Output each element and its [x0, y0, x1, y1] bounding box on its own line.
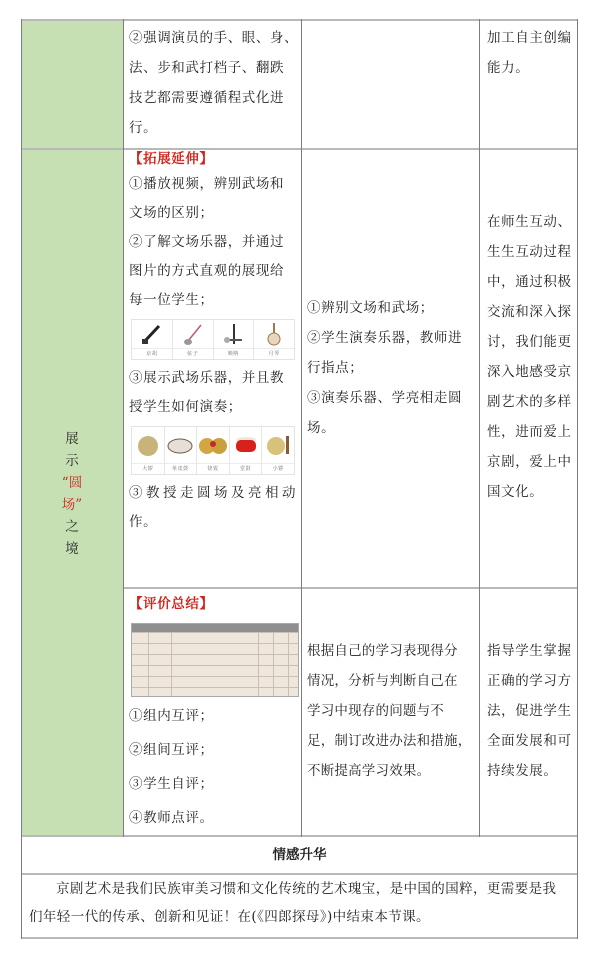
instrument-xiaoluo: 小锣 [262, 427, 294, 474]
sublimation-title: 情感升华 [272, 847, 327, 863]
text-line: 剧艺术的多样 [487, 394, 572, 410]
row-divider [21, 19, 578, 21]
text-line: 根据自己的学习表现得分 [307, 643, 458, 659]
column-divider [301, 19, 302, 837]
text-line: 技艺都需要遵循程式化进 [129, 90, 285, 106]
text-line: ①辨别文场和武场； [307, 300, 434, 316]
text-line: 作。 [129, 514, 158, 530]
text-line: 讨，我们能更 [487, 334, 572, 350]
text-line: 图片的方式直观的展现给 [129, 263, 285, 279]
row-divider [21, 835, 578, 837]
extension-teaching-content [129, 148, 301, 537]
text-line: ①播放视频，辨别武场和 [129, 176, 285, 192]
instrument-yueqin: 月琴 [254, 320, 294, 359]
text-line: 授学生如何演奏； [129, 399, 242, 415]
sublimation-line: 京剧艺术是我们民族审美习惯和文化传统的艺术瑰宝，是中国的国粹，更需要是我 [56, 881, 557, 897]
text-line: 不断提高学习效果。 [307, 763, 431, 779]
stage-label-char: 境 [65, 541, 79, 557]
text-line: ①组内互评； [129, 708, 214, 724]
text-line: 深入地感受京 [487, 364, 572, 380]
text-line: 文场的区别； [129, 205, 214, 221]
instrument-danpigu: 单皮鼓 [165, 427, 198, 474]
daluo-icon [135, 432, 161, 458]
stage-label [21, 428, 123, 560]
evaluation-heading: 【评价总结】 [129, 596, 214, 612]
text-line: 法、步和武打档子、翻跌 [129, 60, 285, 76]
text-line: 生生互动过程 [487, 244, 572, 260]
text-line: 每一位学生； [129, 292, 214, 308]
xiaoluo-icon [265, 432, 291, 458]
text-line: 加工自主创编 [487, 30, 572, 46]
text-line: 行指点； [307, 360, 364, 376]
extension-heading: 【拓展延伸】 [129, 151, 214, 167]
sublimation-text [29, 875, 574, 931]
text-line: 国文化。 [487, 484, 544, 500]
instrument-tanggu: 堂鼓 [230, 427, 263, 474]
row-divider [123, 587, 578, 589]
text-line: ②学生演奏乐器，教师进 [307, 330, 463, 346]
column-divider [21, 19, 22, 939]
text-line: ③演奏乐器、学亮相走圆 [307, 390, 463, 406]
instrument-jinghu: 京胡 [132, 320, 173, 359]
wenchang-instruments-image [131, 319, 295, 360]
row-divider [21, 937, 578, 939]
instrument-naobo: 铙钹 [197, 427, 230, 474]
danpigu-icon [166, 432, 194, 458]
tanggu-icon [233, 432, 259, 458]
instrument-suona: 唢呐 [214, 320, 255, 359]
text-line: 京剧，爱上中 [487, 454, 572, 470]
text-line: 正确的学习方 [487, 673, 572, 689]
evaluation-teaching-content [129, 591, 301, 835]
text-line: 场。 [307, 420, 336, 436]
stage-label-char: 示 [65, 453, 79, 469]
text-line: ②组间互评； [129, 742, 214, 758]
suona-icon [222, 322, 244, 346]
text-line: 全面发展和可 [487, 733, 572, 749]
text-line: 行。 [129, 120, 158, 136]
wuchang-instruments-image [131, 426, 295, 475]
naobo-icon [198, 432, 228, 458]
xianzi-icon [182, 322, 204, 346]
jinghu-icon [141, 322, 163, 346]
text-line: ②强调演员的手、眼、身、 [129, 30, 299, 46]
evaluation-table-image [131, 623, 299, 697]
stage-cell-top [21, 19, 123, 148]
text-line: ④教师点评。 [129, 810, 214, 826]
sublimation-line: 们年轻一代的传承、创新和见证！在(《四郎探母》)中结束本节课。 [29, 909, 430, 925]
top-design-intent [487, 23, 577, 83]
text-line: ②了解文场乐器，并通过 [129, 234, 285, 250]
text-line: 中，通过积极 [487, 274, 572, 290]
instrument-xianzi: 弦子 [173, 320, 214, 359]
stage-label-char: “圆 [61, 475, 83, 491]
evaluation-student-activity [307, 636, 485, 786]
row-divider [21, 873, 578, 875]
extension-design-intent [487, 207, 577, 507]
stage-label-char: 场” [61, 497, 83, 513]
text-line: 性，进而爱上 [487, 424, 572, 440]
extension-student-activity [307, 293, 483, 443]
evaluation-design-intent [487, 636, 577, 786]
top-teaching-content [129, 23, 301, 143]
lesson-plan-table [21, 19, 578, 939]
instrument-daluo: 大锣 [132, 427, 165, 474]
text-line: 能力。 [487, 60, 530, 76]
text-line: 学习中现存的问题与不 [307, 703, 444, 719]
column-divider [479, 19, 480, 837]
text-line: 交流和深入探 [487, 304, 572, 320]
column-divider [123, 19, 124, 837]
row-divider [21, 148, 578, 150]
stage-label-char: 展 [65, 431, 79, 447]
text-line: ③展示武场乐器，并且教 [129, 370, 285, 386]
stage-cell-main [21, 150, 123, 835]
yueqin-icon [263, 322, 285, 346]
text-line: 在师生互动、 [487, 214, 572, 230]
stage-label-char: 之 [65, 519, 79, 535]
text-line: ③教授走圆场及亮相动 [129, 485, 299, 501]
text-line: ③学生自评； [129, 776, 214, 792]
evaluation-table-header [132, 624, 298, 632]
column-divider [577, 19, 578, 939]
text-line: 持续发展。 [487, 763, 558, 779]
text-line: 指导学生掌握 [487, 643, 572, 659]
text-line: 足，制订改进办法和措施， [307, 733, 472, 749]
text-line: 法，促进学生 [487, 703, 572, 719]
text-line: 情况，分析与判断自己在 [307, 673, 458, 689]
